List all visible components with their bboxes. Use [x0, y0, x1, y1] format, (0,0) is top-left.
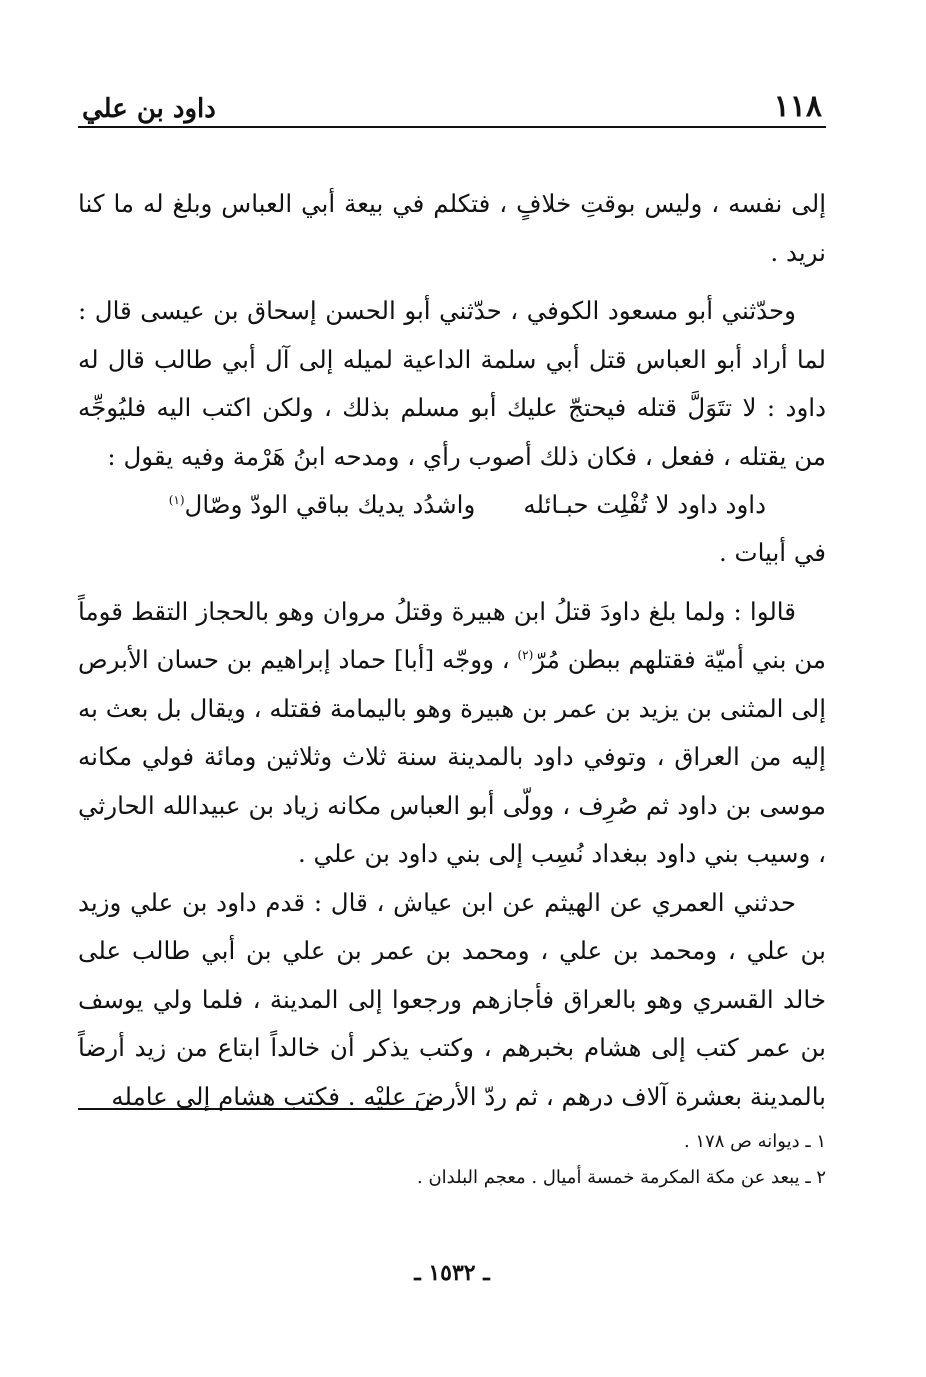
verse-second-hemistich [169, 481, 476, 529]
paragraph-5: حدثني العمري عن الهيثم عن ابن عياش ، قال : قدم داود بن علي وزيد بن علي ، ومحمد بن علي ، ومحمد بن عمر بن علي بن أبي طالب على خالد القسري وهو بالعراق فأجازهم ورجعوا إلى المدينة ، فلما ولي يوسف بن عمر كتب إلى هشام بخبرهم ، وكتب يذكر أن خالداً ابتاع من زيد أرضاً بالمدينة بعشرة آلاف درهم ، ثم ردّ الأرضَ عليْه . فكتب هشام إلى عامله [78, 887, 826, 1111]
footnote-divider [78, 1108, 433, 1110]
page-header [78, 78, 826, 128]
paragraph-2: وحدّثني أبو مسعود الكوفي ، حدّثني أبو الحسن إسحاق بن عيسى قال : لما أراد أبو العباس قتل أبي سلمة الداعية لميله إلى آل أبي طالب قال له داود : لا تتَوَلَّ قتله فيحتجّ عليك أبو مسلم بذلك ، ولكن اكتب اليه فليُوجِّه من يقتله ، ففعل ، فكان ذلك أصوب رأي ، ومدحه ابنُ هَرْمة وفيه يقول : [78, 296, 826, 471]
footnote-2: ٢ ـ يبعد عن مكة المكرمة خمسة أميال . معجم البلدان . [417, 1167, 826, 1188]
paragraph-4-part-b: ، ووجّه [أبا] حماد إبراهيم بن حسان الأبرص إلى المثنى بن يزيد بن عمر بن هبيرة وهو باليمامة فقتله ، ويقال بل بعث به إليه من العراق ، وتوفي داود بالمدينة سنة ثلاث وثلاثين ومائة فولي مكانه موسى بن داود ثم صُرِف ، وولّى أبو العباس مكانه زياد بن عبيدالله الحارثي ، وسيب بني داود ببغداد نُسِب إلى بني داود بن علي . [78, 645, 826, 868]
footnotes [78, 1124, 826, 1196]
poetry-verse [78, 481, 826, 529]
paragraph-4-part-a: قالوا : ولما بلغ داودَ قتلُ ابن هبيرة وقتلُ مروان وهو بالحجاز التقط قوماً من بني أميّة فقتلهم ببطن مُرّ [78, 596, 826, 674]
paragraph-4 [78, 588, 826, 879]
verse-second-text: واشدُد يديك بباقي الودّ وصّال [184, 490, 476, 519]
footnote-marker-1: (١) [168, 492, 185, 507]
book-page [78, 78, 826, 1286]
footnote-1: ١ ـ ديوانه ص ١٧٨ . [683, 1131, 826, 1152]
paragraph-3: في أبيات . [718, 538, 826, 567]
footer-page-number: ـ ١٥٣٢ ـ [414, 1260, 490, 1286]
footnote-marker-2: (٢) [517, 647, 534, 662]
header-page-number: ١١٨ [773, 89, 822, 124]
paragraph-1: إلى نفسه ، وليس بوقتِ خلافٍ ، فتكلم في بيعة أبي العباس وبلغ له ما كنا نريد . [78, 189, 826, 267]
body-text [78, 180, 826, 1121]
running-title: داود بن علي [82, 94, 216, 124]
verse-first-hemistich: داود داود لا تُفْلِت حبـائله [523, 490, 766, 519]
